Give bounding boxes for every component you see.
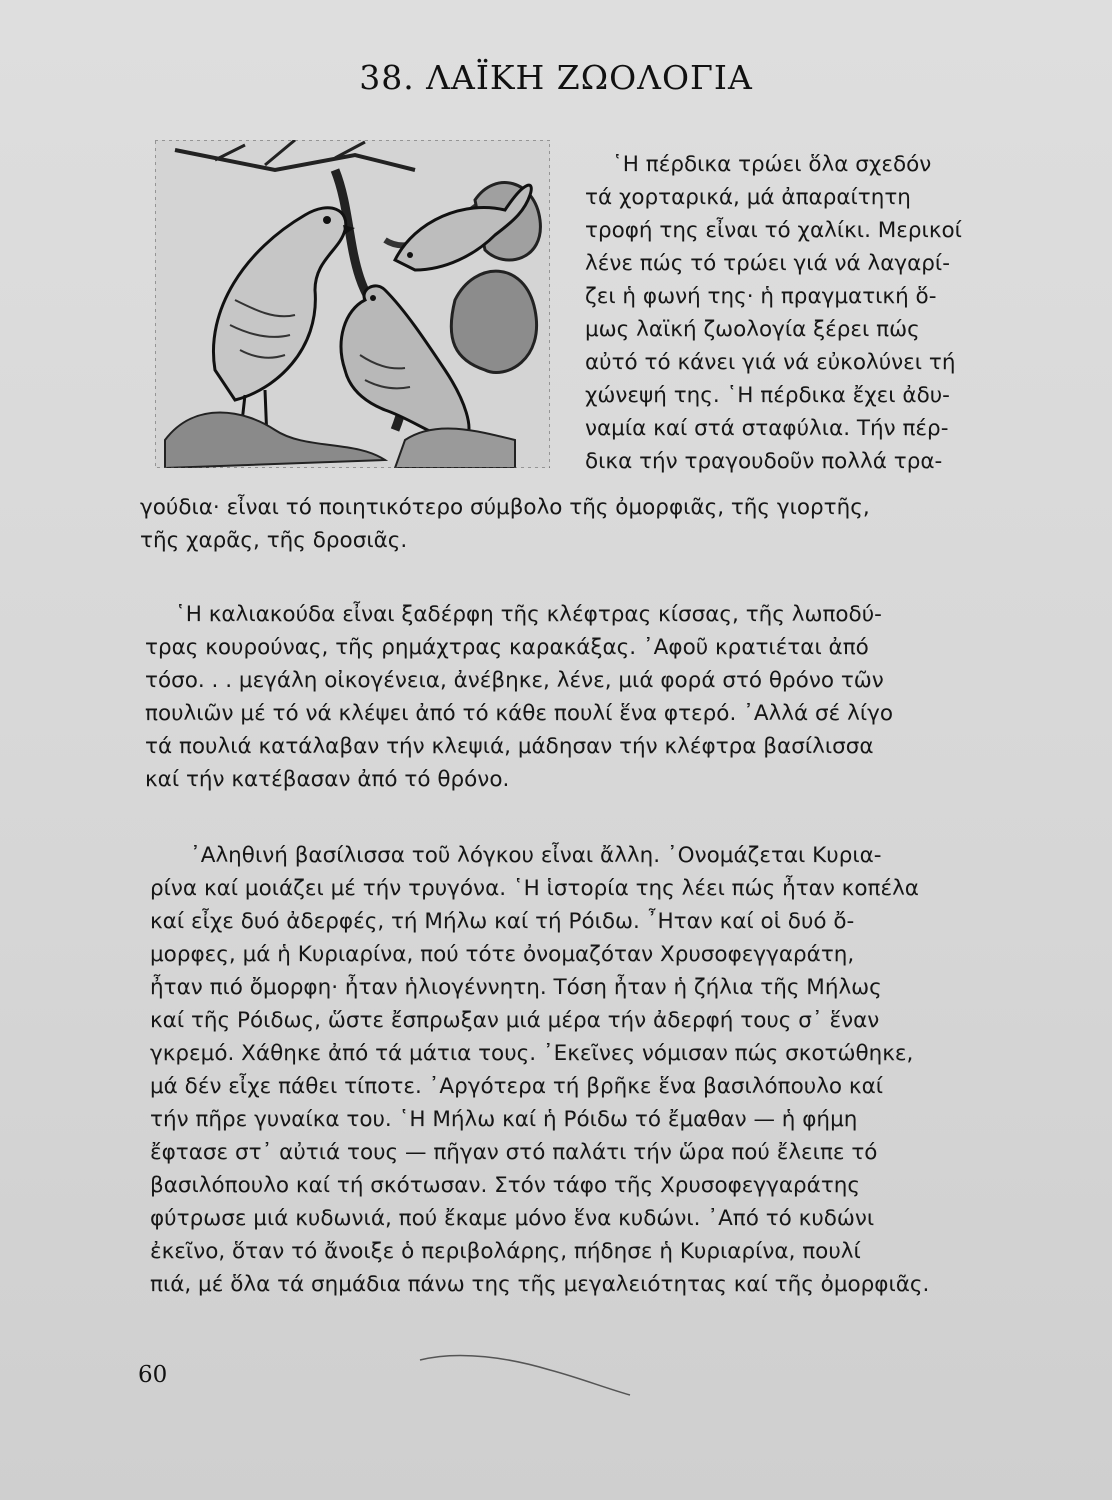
paragraph3-line: φύτρωσε μιά κυδωνιά, πού ἔκαμε μόνο ἕνα κυδώνι. ᾿Από τό κυδώνι bbox=[150, 1206, 875, 1231]
paragraph3-line: ἔφτασε στ᾿ αὐτιά τους — πῆγαν στό παλάτι τήν ὥρα πού ἔλειπε τό bbox=[150, 1140, 878, 1165]
pencil-scratch-mark bbox=[400, 1340, 650, 1400]
paragraph3-line: βασιλόπουλο καί τή σκότωσαν. Στόν τάφο τῆς Χρυσοφεγγαράτης bbox=[150, 1173, 861, 1198]
paragraph2-line: πουλιῶν μέ τό νά κλέψει ἀπό τό κάθε πουλί ἕνα φτερό. ᾿Αλλά σέ λίγο bbox=[145, 701, 893, 726]
paragraph1-line: ναμία καί στά σταφύλια. Τήν πέρ- bbox=[585, 416, 949, 441]
paragraph1-line: δικα τήν τραγουδοῦν πολλά τρα- bbox=[585, 449, 943, 474]
paragraph3-line: ᾿Αληθινή βασίλισσα τοῦ λόγκου εἶναι ἄλλη. ᾿Ονομάζεται Κυρια- bbox=[190, 843, 882, 868]
page-number: 60 bbox=[138, 1362, 168, 1388]
paragraph3-line: τήν πῆρε γυναίκα του. ῾Η Μήλω καί ἡ Ρόιδω τό ἔμαθαν — ἡ φήμη bbox=[150, 1107, 858, 1132]
birds-woodcut-icon bbox=[155, 140, 550, 468]
paragraph2-line: τόσο. . . μεγάλη οἰκογένεια, ἀνέβηκε, λένε, μιά φορά στό θρόνο τῶν bbox=[145, 668, 884, 693]
paragraph3-line: γκρεμό. Χάθηκε ἀπό τά μάτια τους. ᾿Εκεῖνες νόμισαν πώς σκοτώθηκε, bbox=[150, 1041, 914, 1066]
paragraph1-line: μως λαϊκή ζωολογία ξέρει πώς bbox=[585, 317, 920, 342]
paragraph1-line: τῆς χαρᾶς, τῆς δροσιᾶς. bbox=[140, 528, 408, 553]
paragraph1-line: ζει ἡ φωνή της· ἡ πραγματική ὅ- bbox=[585, 284, 937, 309]
paragraph1-line: γούδια· εἶναι τό ποιητικότερο σύμβολο τῆς ὀμορφιᾶς, τῆς γιορτῆς, bbox=[140, 495, 870, 520]
paragraph1-line: αὐτό τό κάνει γιά νά εὐκολύνει τή bbox=[585, 350, 956, 375]
paragraph3-line: ἐκεῖνο, ὅταν τό ἄνοιξε ὁ περιβολάρης, πήδησε ἡ Κυριαρίνα, πουλί bbox=[150, 1239, 861, 1264]
chapter-title: 38. ΛΑΪΚΗ ΖΩΟΛΟΓΙΑ bbox=[359, 58, 753, 97]
paragraph3-line: ἦταν πιό ὄμορφη· ἦταν ἡλιογέννητη. Τόση ἦταν ἡ ζήλια τῆς Μήλως bbox=[150, 975, 882, 1000]
paragraph1-line: τά χορταρικά, μά ἀπαραίτητη bbox=[585, 185, 911, 210]
paragraph1-line: χώνεψή της. ῾Η πέρδικα ἔχει ἀδυ- bbox=[585, 383, 950, 408]
paragraph3-line: πιά, μέ ὅλα τά σημάδια πάνω της τῆς μεγαλειότητας καί τῆς ὀμορφιᾶς. bbox=[150, 1272, 930, 1297]
paragraph3-line: μά δέν εἶχε πάθει τίποτε. ᾿Αργότερα τή βρῆκε ἕνα βασιλόπουλο καί bbox=[150, 1074, 884, 1099]
paragraph3-line: καί εἶχε δυό ἀδερφές, τή Μήλω καί τή Ρόιδω. ῏Ηταν καί οἱ δυό ὄ- bbox=[150, 909, 855, 934]
paragraph3-line: καί τῆς Ρόιδως, ὥστε ἔσπρωξαν μιά μέρα τήν ἀδερφή τους σ᾿ ἕναν bbox=[150, 1008, 880, 1033]
paragraph1-line: ῾Η πέρδικα τρώει ὅλα σχεδόν bbox=[612, 152, 932, 177]
paragraph2-line: τά πουλιά κατάλαβαν τήν κλεψιά, μάδησαν τήν κλέφτρα βασίλισσα bbox=[145, 734, 874, 759]
paragraph2-line: ῾Η καλιακούδα εἶναι ξαδέρφη τῆς κλέφτρας κίσσας, τῆς λωποδύ- bbox=[175, 602, 882, 627]
paragraph2-line: καί τήν κατέβασαν ἀπό τό θρόνο. bbox=[145, 767, 510, 792]
paragraph3-line: μορφες, μά ἡ Κυριαρίνα, πού τότε ὀνομαζόταν Χρυσοφεγγαράτη, bbox=[150, 942, 855, 967]
paragraph2-line: τρας κουρούνας, τῆς ρημάχτρας καρακάξας. ᾿Αφοῦ κρατιέται ἀπό bbox=[145, 635, 869, 660]
paragraph3-line: ρίνα καί μοιάζει μέ τήν τρυγόνα. ῾Η ἱστορία της λέει πώς ἦταν κοπέλα bbox=[150, 876, 919, 901]
paragraph1-line: λένε πώς τό τρώει γιά νά λαγαρί- bbox=[585, 251, 950, 276]
paragraph1-line: τροφή της εἶναι τό χαλίκι. Μερικοί bbox=[585, 218, 962, 243]
